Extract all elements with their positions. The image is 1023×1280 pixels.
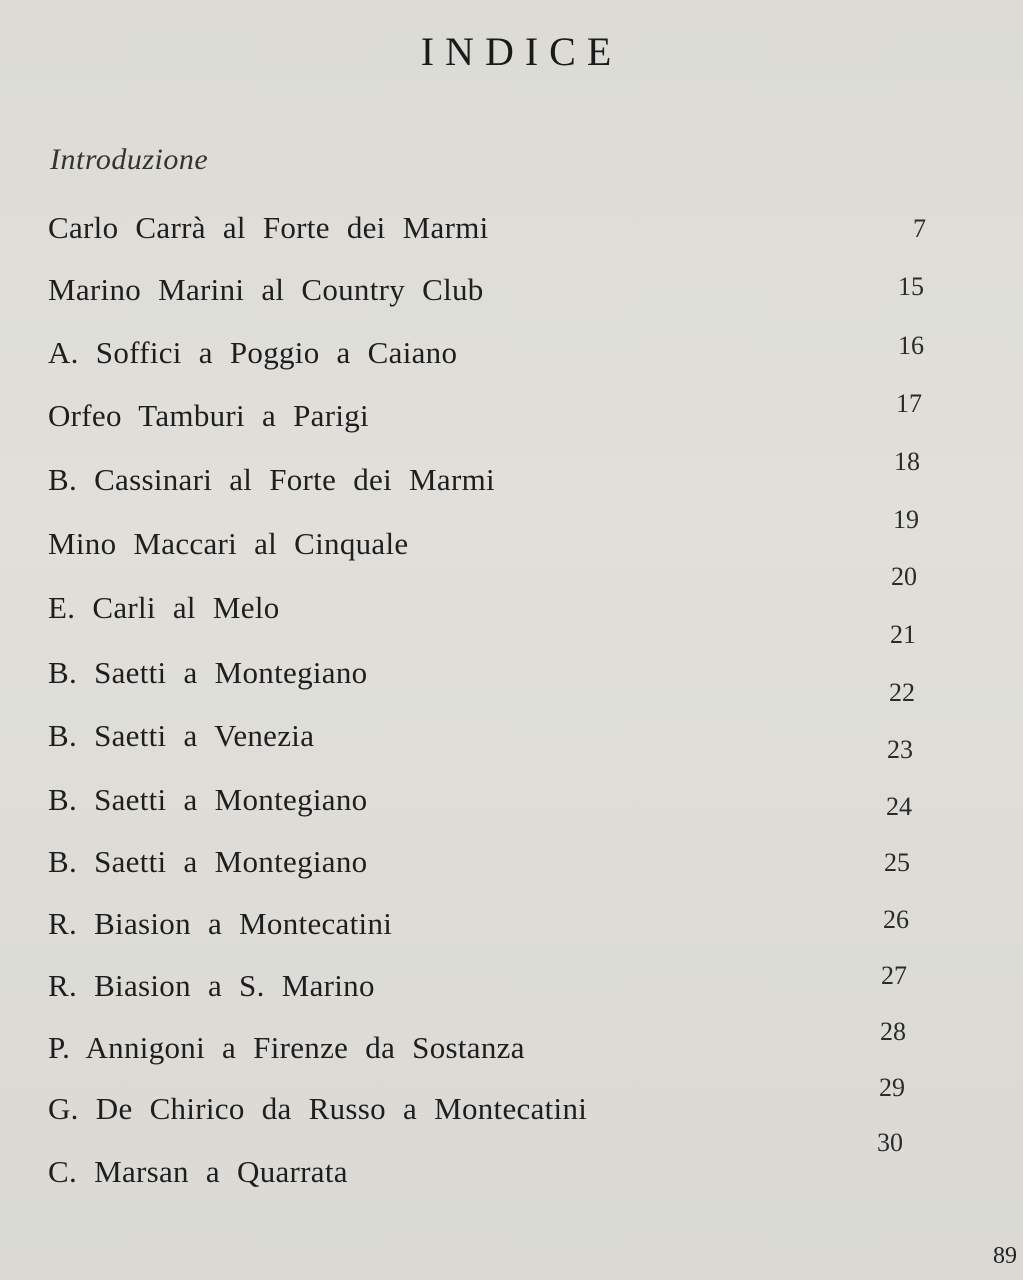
toc-entry: R. Biasion a Montecatini <box>48 906 393 941</box>
toc-entry: A. Soffici a Poggio a Caiano <box>48 335 458 370</box>
folio-number: 89 <box>993 1243 1017 1269</box>
page-number: 16 <box>898 331 924 360</box>
page-number: 21 <box>890 620 916 649</box>
page-number: 28 <box>880 1017 906 1046</box>
toc-entry: B. Saetti a Venezia <box>48 718 315 753</box>
introduction-heading: Introduzione <box>50 143 209 176</box>
toc-entry: Marino Marini al Country Club <box>48 272 484 307</box>
page-number: 25 <box>884 848 910 877</box>
page-number: 22 <box>889 678 915 707</box>
page-number: 26 <box>883 905 909 934</box>
page-number: 18 <box>894 447 920 476</box>
page-number: 29 <box>879 1073 905 1102</box>
page-title: INDICE <box>420 29 623 74</box>
toc-entry: E. Carli al Melo <box>48 590 280 625</box>
page-number: 15 <box>898 272 924 301</box>
page-number: 20 <box>891 562 917 591</box>
toc-entry: G. De Chirico da Russo a Montecatini <box>48 1091 588 1126</box>
page-number: 30 <box>877 1128 903 1157</box>
toc-entry: B. Saetti a Montegiano <box>48 782 368 817</box>
page-number: 19 <box>893 505 919 534</box>
toc-entry: Carlo Carrà al Forte dei Marmi <box>48 210 489 245</box>
page-number: 17 <box>896 389 922 418</box>
toc-entry: Orfeo Tamburi a Parigi <box>48 398 369 433</box>
page-number: 24 <box>886 792 912 821</box>
toc-entry: B. Cassinari al Forte dei Marmi <box>48 462 495 497</box>
toc-entry: B. Saetti a Montegiano <box>48 655 368 690</box>
page-number: 27 <box>881 961 907 990</box>
toc-entry: Mino Maccari al Cinquale <box>48 526 409 561</box>
toc-entry: C. Marsan a Quarrata <box>48 1154 348 1189</box>
toc-entry: B. Saetti a Montegiano <box>48 844 368 879</box>
toc-entry: P. Annigoni a Firenze da Sostanza <box>48 1030 525 1065</box>
page-number: 7 <box>913 214 926 243</box>
toc-entry: R. Biasion a S. Marino <box>48 968 375 1003</box>
page-number: 23 <box>887 735 913 764</box>
